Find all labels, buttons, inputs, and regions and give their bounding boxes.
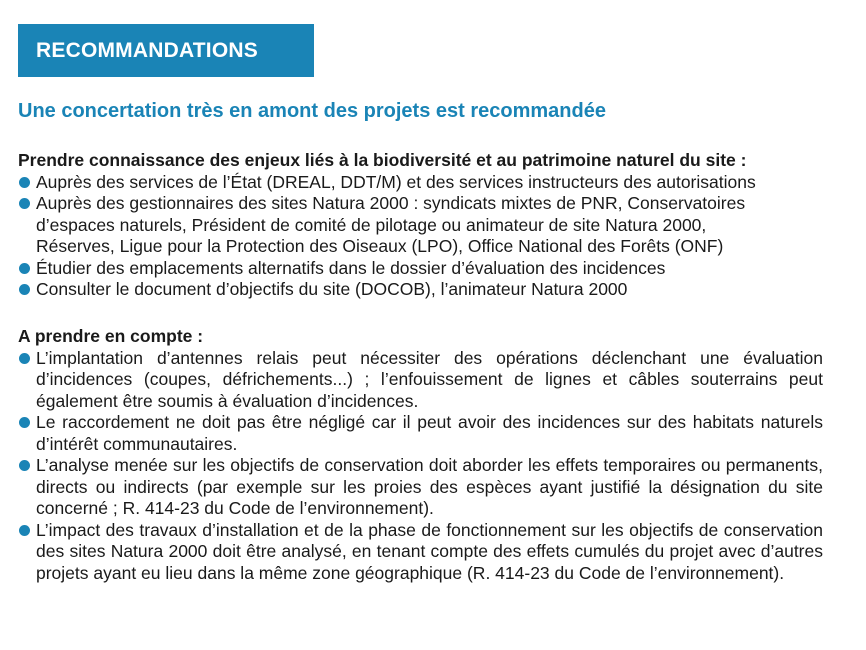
- list-item-text: L’implantation d’antennes relais peut nécessiter des opérations déclenchant une évaluation d’incidences (coupes, défrichements...) ; l’enfouissement de lignes et câbles souterrains peut également être soumis à évaluation d’incidences.: [36, 347, 823, 411]
- bullet-list: [18, 172, 823, 301]
- section-banner: [18, 24, 314, 77]
- bullet-dot-icon: [19, 460, 30, 471]
- page-subtitle: Une concertation très en amont des projets est recommandée: [18, 100, 606, 122]
- list-item-text-line: Auprès des gestionnaires des sites Natura 2000 : syndicats mixtes de PNR, Conservatoires: [36, 193, 746, 213]
- list-item: [18, 348, 823, 413]
- list-item-text: Le raccordement ne doit pas être négligé car il peut avoir des incidences sur des habitats naturels d’intérêt communautaires.: [36, 412, 823, 454]
- list-item: [18, 258, 823, 280]
- list-item-text: L’impact des travaux d’installation et de la phase de fonctionnement sur les objectifs de conservation des sites Natura 2000 doit être analysé, en tenant compte des effets cumulés du projet avec d’autres projets ayant eu lieu dans la même zone géographique (R. 414-23 du Code de l’environnement).: [36, 519, 823, 583]
- list-item: [18, 172, 823, 194]
- section-heading: Prendre connaissance des enjeux liés à la biodiversité et au patrimoine naturel du site :: [18, 150, 747, 170]
- list-item-text: Consulter le document d’objectifs du site (DOCOB), l’animateur Natura 2000: [36, 279, 628, 299]
- list-item-text-line: d’espaces naturels, Président de comité de pilotage ou animateur de site Natura 2000,: [36, 214, 707, 235]
- bullet-dot-icon: [19, 525, 30, 536]
- banner-label: RECOMMANDATIONS: [36, 39, 258, 62]
- bullet-dot-icon: [19, 417, 30, 428]
- list-item: [18, 279, 823, 301]
- bullet-dot-icon: [19, 198, 30, 209]
- bullet-list: [18, 348, 823, 585]
- section-heading: A prendre en compte :: [18, 326, 204, 346]
- list-item: [18, 193, 823, 258]
- list-item: [18, 520, 823, 585]
- list-item-text-line: Réserves, Ligue pour la Protection des Oiseaux (LPO), Office National des Forêts (ONF): [36, 236, 724, 256]
- bullet-dot-icon: [19, 177, 30, 188]
- list-item-text: L’analyse menée sur les objectifs de conservation doit aborder les effets temporaires ou permanents, directs ou indirects (par exemple sur les proies des espèces ayant justifié la désignation du site concerné ; R. 414-23 du Code de l’environnement).: [36, 455, 823, 518]
- section-enjeux: [18, 150, 823, 301]
- bullet-dot-icon: [19, 263, 30, 274]
- list-item-text: Auprès des services de l’État (DREAL, DDT/M) et des services instructeurs des autorisations: [36, 171, 756, 192]
- list-item-text: Étudier des emplacements alternatifs dans le dossier d’évaluation des incidences: [36, 257, 666, 278]
- section-a-prendre-en-compte: [18, 326, 823, 584]
- list-item: [18, 412, 823, 455]
- bullet-dot-icon: [19, 284, 30, 295]
- list-item: [18, 455, 823, 520]
- bullet-dot-icon: [19, 353, 30, 364]
